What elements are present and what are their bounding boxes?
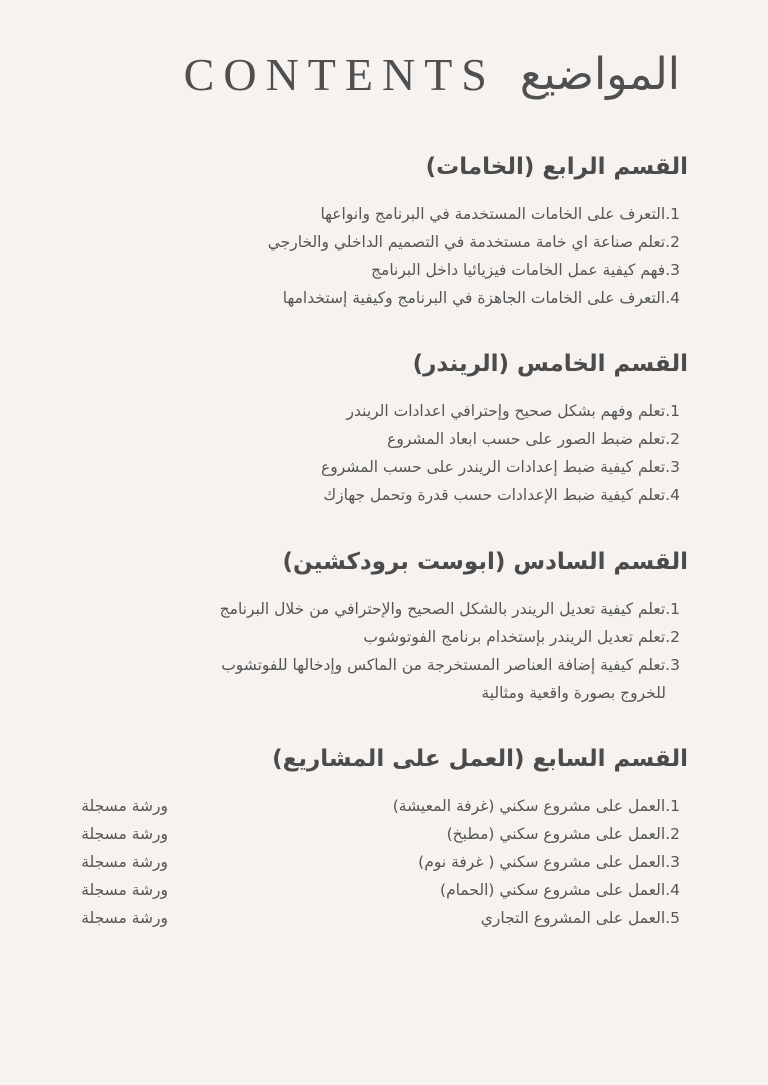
project-name: 2.العمل على مشروع سكني (مطبخ) <box>446 824 680 843</box>
list-item: 3.تعلم كيفية إضافة العناصر المستخرجة من الماكس وإدخالها للفوتشوب <box>221 655 680 674</box>
list-item: 3.فهم كيفية عمل الخامات فيزيائيا داخل البرنامج <box>371 260 680 279</box>
header <box>80 40 680 110</box>
section-materials <box>78 154 688 312</box>
list-item: 2.تعلم تعديل الريندر بإستخدام برنامج الفوتوشوب <box>363 627 680 646</box>
list-item: 4.التعرف على الخامات الجاهزة في البرنامج وكيفية إستخدامها <box>282 288 680 307</box>
workshop-label: ورشة مسجلة <box>81 824 168 843</box>
workshop-label: ورشة مسجلة <box>81 880 168 899</box>
list-item: 4.تعلم كيفية ضبط الإعدادات حسب قدرة وتحمل جهازك <box>323 485 680 504</box>
project-name: 3.العمل على مشروع سكني ( غرفة نوم) <box>418 852 680 871</box>
section-projects <box>48 746 688 932</box>
section-item-list <box>78 397 688 509</box>
list-item <box>48 904 680 932</box>
section-title: القسم الخامس (الريندر) <box>412 351 688 377</box>
section-title: القسم السادس (ابوست برودكشين) <box>282 549 688 575</box>
section-render <box>78 351 688 509</box>
list-item-continuation <box>78 679 680 707</box>
list-item: 1.تعلم وفهم بشكل صحيح وإحترافي اعدادات الريندر <box>346 401 680 420</box>
list-item: 2.تعلم ضبط الصور على حسب ابعاد المشروع <box>387 429 680 448</box>
page-title-arabic: المواضيع <box>519 49 680 100</box>
project-name: 5.العمل على المشروع التجاري <box>480 908 680 927</box>
page-title-english: CONTENTS <box>183 49 496 100</box>
list-item <box>48 792 680 820</box>
continuation-text: للخروج بصورة واقعية ومثالية <box>481 683 666 702</box>
list-item <box>48 848 680 876</box>
workshop-label: ورشة مسجلة <box>81 908 168 927</box>
project-name: 4.العمل على مشروع سكني (الحمام) <box>440 880 680 899</box>
section-item-list <box>78 595 688 707</box>
section-title: القسم الرابع (الخامات) <box>425 154 688 180</box>
section-post-production <box>78 549 688 707</box>
list-item <box>48 820 680 848</box>
list-item: 1.التعرف على الخامات المستخدمة في البرنامج وانواعها <box>320 204 680 223</box>
workshop-label: ورشة مسجلة <box>81 852 168 871</box>
section-item-list <box>78 200 688 312</box>
workshop-label: ورشة مسجلة <box>81 796 168 815</box>
list-item: 2.تعلم صناعة اي خامة مستخدمة في التصميم الداخلي والخارجي <box>267 232 680 251</box>
section-title: القسم السابع (العمل على المشاريع) <box>272 746 688 772</box>
list-item: 3.تعلم كيفية ضبط إعدادات الريندر على حسب المشروع <box>321 457 680 476</box>
list-item: 1.تعلم كيفية تعديل الريندر بالشكل الصحيح والإحترافي من خلال البرنامج <box>219 599 680 618</box>
project-name: 1.العمل على مشروع سكني (غرفة المعيشة) <box>392 796 680 815</box>
section-item-list <box>48 792 688 932</box>
list-item <box>48 876 680 904</box>
